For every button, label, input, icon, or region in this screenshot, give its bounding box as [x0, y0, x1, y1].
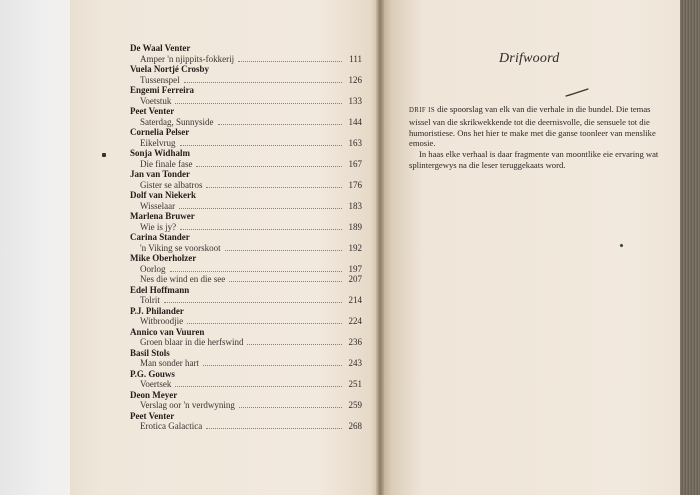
toc-leader-dots — [179, 202, 342, 209]
toc-entry — [130, 54, 362, 65]
toc-page-number: 259 — [348, 400, 362, 410]
toc-leader-dots — [175, 380, 342, 387]
toc-entry — [130, 316, 362, 327]
toc-author: Marlena Bruwer — [130, 211, 195, 221]
toc-page-number: 111 — [349, 53, 362, 64]
intro-paragraph — [409, 104, 674, 149]
toc-story-title: Erotica Galactica — [140, 421, 203, 431]
toc-entry — [130, 379, 362, 390]
toc-page-number: 251 — [348, 379, 362, 389]
toc-story-title: Voetstuk — [140, 95, 172, 106]
pen-mark-icon — [565, 88, 589, 98]
toc-page-number: 144 — [348, 116, 362, 127]
toc-author: De Waal Venter — [130, 43, 191, 53]
table-of-contents — [130, 43, 362, 432]
toc-page-number: 224 — [348, 316, 362, 326]
toc-story-title: Nes die wind en die see — [140, 274, 226, 284]
toc-page-number: 133 — [348, 95, 362, 106]
toc-story-title: Verslag oor 'n verdwyning — [140, 400, 235, 410]
toc-story-title: Gister se albatros — [140, 179, 203, 190]
toc-story-title: Tussenspel — [140, 74, 180, 85]
toc-author: Carina Stander — [130, 232, 190, 242]
book-gutter — [376, 0, 384, 495]
right-page — [380, 0, 680, 495]
toc-page-number: 167 — [348, 158, 362, 169]
toc-page-number: 126 — [348, 74, 362, 85]
toc-page-number: 183 — [348, 200, 362, 211]
toc-leader-dots — [206, 422, 342, 429]
toc-story-title: Saterdag, Sunnyside — [140, 116, 214, 127]
toc-author: Cornelia Pelser — [130, 127, 190, 137]
toc-author: Peet Venter — [130, 410, 175, 421]
toc-author: Edel Hoffmann — [130, 284, 190, 295]
toc-author: P.J. Philander — [130, 305, 184, 316]
toc-page-number: 163 — [348, 137, 362, 148]
toc-story-title: Voertsek — [140, 379, 172, 389]
toc-story-title: 'n Viking se voorskoot — [140, 242, 221, 253]
toc-author: P.G. Gouws — [130, 368, 175, 379]
toc-leader-dots — [184, 76, 342, 83]
toc-leader-dots — [239, 401, 342, 408]
toc-author: Annico van Vuuren — [130, 326, 205, 337]
toc-leader-dots — [247, 338, 342, 345]
toc-story-title: Groen blaar in die herfswind — [140, 337, 244, 347]
toc-page-number: 176 — [348, 179, 362, 190]
scanner-margin — [0, 0, 70, 495]
toc-leader-dots — [180, 139, 343, 146]
toc-author: Basil Stols — [130, 347, 170, 358]
toc-author: Vuela Nortjé Crosby — [130, 64, 209, 74]
toc-leader-dots — [187, 317, 342, 324]
toc-page-number: 189 — [348, 221, 362, 232]
toc-leader-dots — [229, 275, 342, 282]
toc-entry — [130, 201, 362, 212]
toc-entry — [130, 96, 362, 107]
toc-entry — [130, 159, 362, 170]
toc-entry — [130, 117, 362, 128]
toc-page-number: 207 — [348, 274, 362, 284]
toc-leader-dots — [164, 296, 342, 303]
toc-entry — [130, 358, 362, 369]
toc-author: Peet Venter — [130, 106, 175, 116]
toc-entry — [130, 421, 362, 432]
toc-author: Mike Oberholzer — [130, 253, 197, 263]
toc-entry — [130, 180, 362, 191]
toc-page-number: 197 — [348, 263, 362, 274]
toc-leader-dots — [218, 118, 343, 125]
toc-entry — [130, 75, 362, 86]
toc-entry — [130, 264, 362, 275]
page-edges — [680, 0, 700, 495]
section-title: Drifwoord — [499, 51, 560, 66]
toc-author: Engemi Ferreira — [130, 85, 195, 95]
toc-story-title: Oorlog — [140, 263, 166, 274]
toc-entry — [130, 295, 362, 306]
toc-story-title: Wisselaar — [140, 200, 176, 211]
toc-author: Sonja Widhalm — [130, 148, 190, 158]
toc-story-title: Eikelvrug — [140, 137, 176, 148]
toc-entry — [130, 222, 362, 233]
toc-leader-dots — [180, 223, 342, 230]
second-paragraph: In haas elke verhaal is daar fragmente van moontlike eie ervaring wat splintergewys na die leser teruggekaats word. — [409, 149, 659, 170]
toc-entry — [130, 400, 362, 411]
toc-leader-dots — [238, 55, 342, 62]
toc-leader-dots — [196, 160, 342, 167]
intro-text — [409, 104, 674, 171]
toc-leader-dots — [170, 265, 343, 272]
toc-author: Dolf van Niekerk — [130, 190, 196, 200]
toc-story-title: Tolrit — [140, 295, 160, 305]
toc-entry — [130, 337, 362, 348]
toc-story-title: Die finale fase — [140, 158, 193, 169]
toc-page-number: 192 — [348, 242, 362, 253]
intro-paragraph-text: die spoorslag van elk van die verhale in die bundel. Die temas wissel van die skrikwekkende tot die deernisvolle, die sensuele tot die humoristiese. Ons het hier te make met die ganse toonleer van menslike emosie. — [409, 104, 656, 149]
toc-leader-dots — [175, 97, 342, 104]
toc-leader-dots — [206, 181, 342, 188]
toc-leader-dots — [225, 244, 342, 251]
toc-story-title: Man sonder hart — [140, 358, 199, 368]
toc-story-title: Witbroodjie — [140, 316, 184, 326]
toc-entry — [130, 243, 362, 254]
toc-page-number: 243 — [348, 358, 362, 368]
toc-page-number: 236 — [348, 337, 362, 347]
toc-entry — [130, 138, 362, 149]
toc-page-number: 268 — [348, 421, 362, 431]
toc-entry — [130, 274, 362, 285]
toc-author: Deon Meyer — [130, 389, 178, 400]
scan-speck — [102, 153, 106, 157]
toc-author: Jan van Tonder — [130, 169, 191, 179]
toc-story-title: Wie is jy? — [140, 221, 177, 232]
toc-story-title: Amper 'n njippits-fokkerij — [140, 53, 235, 64]
intro-lead-word: DRIF IS — [409, 107, 436, 114]
toc-page-number: 214 — [348, 295, 362, 305]
toc-leader-dots — [203, 359, 342, 366]
